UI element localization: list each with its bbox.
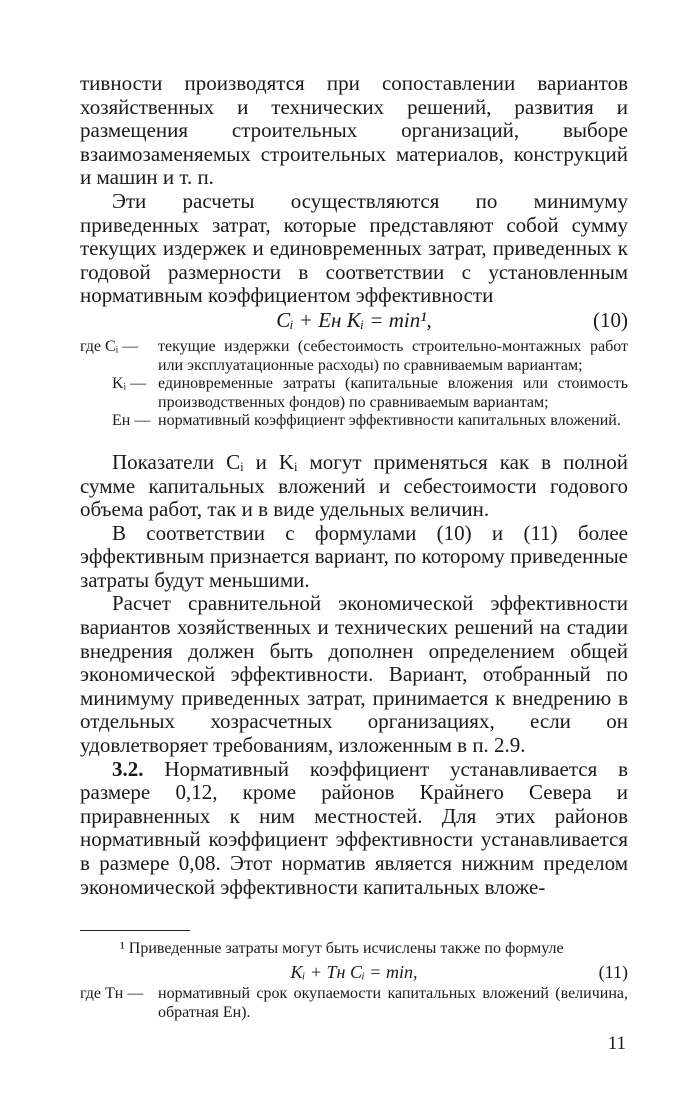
definition-item (80, 412, 628, 431)
formula-11-definitions (80, 985, 628, 1022)
formula-11 (80, 961, 628, 983)
main-text (80, 72, 628, 899)
definition-item (80, 985, 628, 1022)
paragraph-6 (80, 758, 628, 900)
definition-text: единовременные затраты (капитальные вложения или стоимость производственных фондов) по сравниваемым вариантам; (158, 375, 628, 411)
paragraph-2: Эти расчеты осуществляются по минимуму приведенных затрат, которые представляют собой сумму текущих издержек и единовременных затрат, приведенных к годовой размерности в соответствии с установленным нормативным коэффициентом эффективности (80, 188, 628, 308)
paragraph-5: Расчет сравнительной экономической эффективности вариантов хозяйственных и технических решений на стадии внедрения должен быть дополнен определением общей экономической эффективности. Вариант, отобранный по минимуму приведенных затрат, принимается к внедрению в отдельных хозрасчетных организациях, если он удовлетворяет требованиям, изложенным в п. 2.9. (80, 591, 628, 758)
definition-symbol: где Cᵢ — (80, 337, 139, 355)
formula-11-number: (11) (598, 962, 628, 982)
definition-item (80, 375, 628, 412)
paragraph-1: тивности производятся при сопоставлении вариантов хозяйственных и технических решений, развития и размещения строительных организаций, выборе взаимозаменяемых строительных материалов, конструкций и машин и т. п. (80, 71, 628, 190)
definition-item (80, 338, 628, 375)
definition-symbol: где Tн — (80, 985, 144, 1002)
formula-10 (80, 308, 628, 332)
definition-symbol: Eн — (112, 412, 151, 430)
formula-10-definitions (80, 338, 628, 431)
footnote-divider (80, 930, 190, 931)
footnote (80, 939, 628, 1022)
definition-text: текущие издержки (себестоимость строительно-монтажных работ или эксплуатационные расходы) по сравниваемым вариантам; (158, 337, 628, 374)
paragraph-4: В соответствии с формулами (10) и (11) более эффективным признается вариант, по которому приведенные затраты будут меньшими. (80, 520, 628, 592)
definition-text: нормативный срок окупаемости капитальных вложений (величина, обратная Eн). (158, 985, 628, 1021)
footnote-text: ¹ Приведенные затраты могут быть исчислены также по формуле (120, 940, 564, 957)
formula-11-expression: Kᵢ + Tн Cᵢ = min, (290, 962, 418, 982)
paragraph-3: Показатели Cᵢ и Kᵢ могут применяться как в полной сумме капитальных вложений и себестоимости годового объема работ, так и в виде удельных величин. (80, 449, 628, 522)
formula-10-expression: Cᵢ + Eн Kᵢ = min¹, (276, 307, 432, 332)
definition-text: нормативный коэффициент эффективности капитальных вложений. (158, 412, 621, 430)
definition-symbol: Kᵢ — (112, 375, 147, 393)
formula-10-number: (10) (593, 307, 628, 332)
section-number: 3.2. (112, 756, 144, 781)
paragraph-6-text: Нормативный коэффициент устанавливается в размере 0,12, кроме районов Крайнего Севера и приравненных к ним местностей. Для этих районов нормативный коэффициент эффективности устанавливается в размере 0,08. Этот норматив является нижним пределом экономической эффективности капитальных вложе- (80, 756, 628, 899)
page-number: 11 (607, 1033, 626, 1054)
